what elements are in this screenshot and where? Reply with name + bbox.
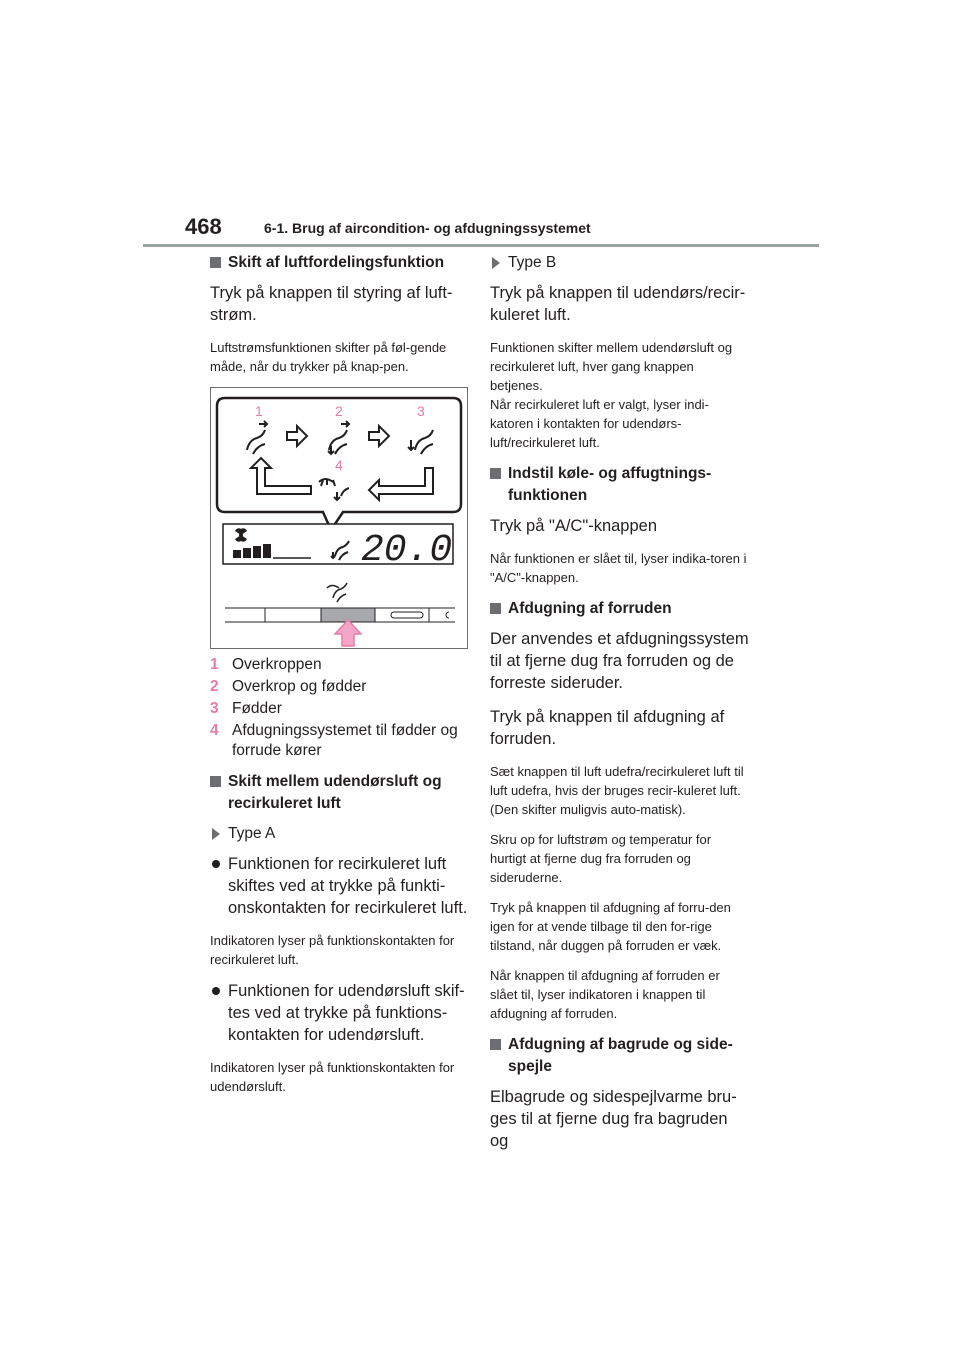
label-4: 4 bbox=[335, 457, 343, 473]
body-text: Tryk på "A/C"-knappen bbox=[490, 517, 658, 535]
square-bullet-icon bbox=[210, 776, 221, 787]
airflow-button-icon bbox=[327, 583, 347, 602]
temperature-readout: 20.0 bbox=[361, 529, 453, 572]
airflow-diagram bbox=[211, 388, 467, 648]
body-text: Elbagrude og sidespejlvarme bru-ges til at fjerne dug fra bagruden og bbox=[490, 1088, 737, 1150]
type-label: Type B bbox=[490, 252, 750, 274]
legend-item: 1 Overkroppen bbox=[210, 656, 322, 673]
note-text: Indikatoren lyser på funktionskontakten for udendørsluft. bbox=[210, 1060, 455, 1094]
section-heading: Afdugning af bagrude og side-spejle bbox=[490, 1034, 750, 1078]
label-2: 2 bbox=[335, 403, 343, 419]
legend-item: 4 Afdugningssystemet til fødder og forrude kører bbox=[210, 722, 458, 759]
square-bullet-icon bbox=[490, 1039, 501, 1050]
label-1: 1 bbox=[255, 403, 263, 419]
note-text: Indikatoren lyser på funktionskontakten for recirkuleret luft. bbox=[210, 933, 455, 967]
legend-item: 2 Overkrop og fødder bbox=[210, 678, 367, 695]
press-arrow-icon bbox=[335, 620, 361, 646]
note-text: Skru op for luftstrøm og temperatur for hurtigt at fjerne dug fra forruden og sideruderne. bbox=[490, 832, 712, 885]
square-bullet-icon bbox=[490, 603, 501, 614]
triangle-bullet-icon bbox=[212, 828, 220, 840]
body-text: Tryk på knappen til udendørs/recir-kuleret luft. bbox=[490, 284, 746, 324]
bullet-item: Funktionen for recirkuleret luft skiftes ved at trykke på funkti-onskontakten for recirkuleret luft. bbox=[210, 853, 468, 919]
left-column bbox=[210, 252, 468, 1107]
note-text: Når knappen til afdugning af forruden er slået til, lyser indikatoren i knappen til afdugning af forruden. bbox=[490, 968, 720, 1021]
dot-bullet-icon bbox=[212, 987, 220, 995]
section-heading: Skift af luftfordelingsfunktion bbox=[210, 252, 468, 274]
square-bullet-icon bbox=[210, 257, 221, 268]
page-number: 468 bbox=[185, 214, 222, 239]
note-text: Funktionen skifter mellem udendørsluft og recirkuleret luft, hver gang knappen betjenes. Når recirkuleret luft er valgt, lyser indi-katoren i kontakten for udendørs-luft/recirkuleret luft. bbox=[490, 340, 733, 450]
triangle-bullet-icon bbox=[492, 257, 500, 269]
legend-item: 3 Fødder bbox=[210, 700, 282, 717]
note-text: Sæt knappen til luft udefra/recirkuleret luft til luft udefra, hvis der bruges recir-kuleret luft. (Den skifter muligvis auto-matisk). bbox=[490, 764, 744, 817]
note-text: Luftstrømsfunktionen skifter på føl-gende måde, når du trykker på knap-pen. bbox=[210, 340, 447, 374]
airflow-mode-figure bbox=[210, 387, 468, 649]
header-divider bbox=[143, 244, 819, 247]
dot-bullet-icon bbox=[212, 860, 220, 868]
type-label: Type A bbox=[210, 823, 468, 845]
chapter-title: 6-1. Brug af aircondition- og afdugningssystemet bbox=[264, 220, 591, 236]
body-text: Der anvendes et afdugningssystem til at fjerne dug fra forruden og de forreste sideruder. bbox=[490, 630, 749, 692]
section-heading: Indstil køle- og affugtnings-funktionen bbox=[490, 463, 750, 507]
bullet-item: Funktionen for udendørsluft skif-tes ved at trykke på funktions-kontakten for udendørsluft. bbox=[210, 980, 468, 1046]
right-column bbox=[490, 252, 750, 1164]
note-text: Når funktionen er slået til, lyser indika-toren i "A/C"-knappen. bbox=[490, 551, 747, 585]
section-heading: Skift mellem udendørsluft og recirkuleret luft bbox=[210, 771, 468, 815]
body-text: Tryk på knappen til afdugning af forruden. bbox=[490, 708, 725, 748]
label-3: 3 bbox=[417, 403, 425, 419]
square-bullet-icon bbox=[490, 468, 501, 479]
body-text: Tryk på knappen til styring af luft-strøm. bbox=[210, 284, 453, 324]
note-text: Tryk på knappen til afdugning af forru-den igen for at vende tilbage til den for-rige tilstand, når duggen på forruden er væk. bbox=[490, 900, 731, 953]
section-heading: Afdugning af forruden bbox=[490, 598, 750, 620]
